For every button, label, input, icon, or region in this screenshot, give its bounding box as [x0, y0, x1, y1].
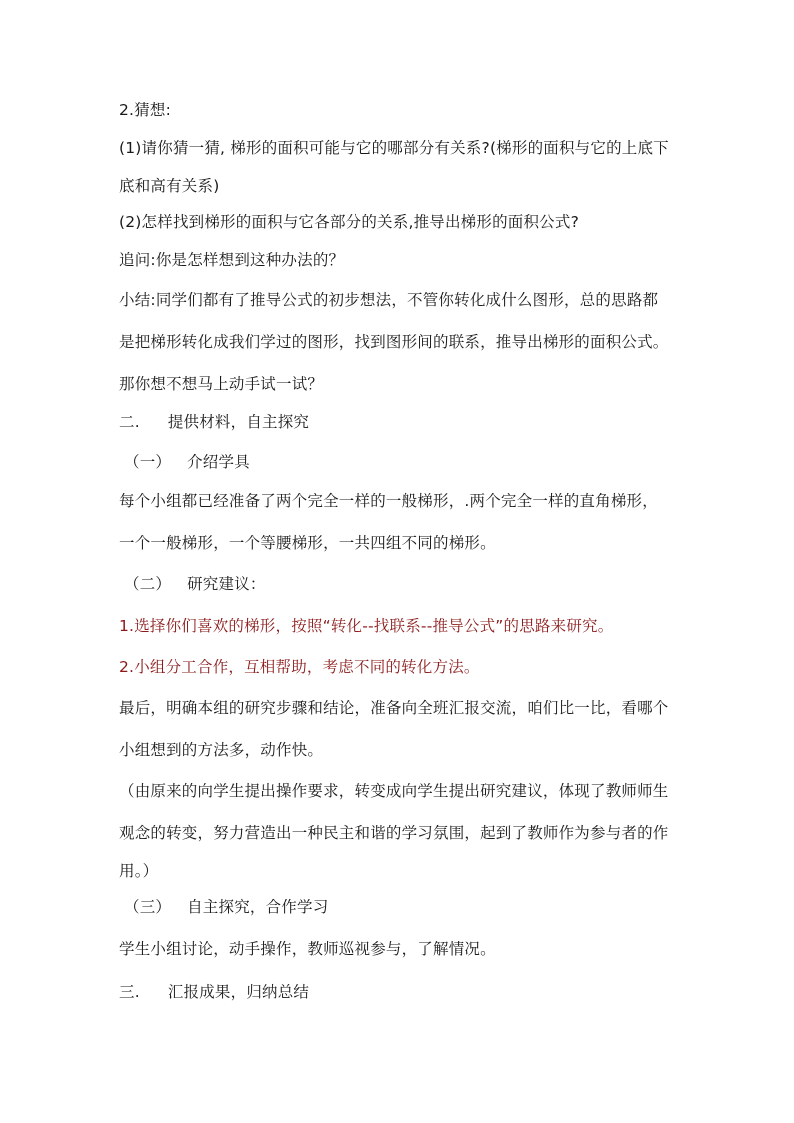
section-title-guess: 2.猜想: — [119, 101, 172, 119]
subheading-3-text: 自主探究，合作学习 — [187, 898, 329, 916]
heading-3 — [119, 982, 309, 1002]
note-line-3: 用。） — [119, 862, 159, 880]
question-1-line-1: (1)请你猜一猜, 梯形的面积可能与它的哪部分有关系?(梯形的面积与它的上底下 — [119, 139, 669, 157]
summary-line-3: 那你想不想马上动手试一试？ — [119, 375, 324, 393]
subheading-3 — [124, 897, 328, 917]
note-line-1: （由原来的向学生提出操作要求，转变成向学生提出研究建议，体现了教师师生 — [119, 782, 669, 800]
heading-3-number: 三. — [119, 983, 140, 1001]
activity-line: 学生小组讨论，动手操作，教师巡视参与，了解情况。 — [119, 940, 496, 958]
materials-line-2: 一个一般梯形，一个等腰梯形，一共四组不同的梯形。 — [119, 534, 496, 552]
heading-3-text: 汇报成果，归纳总结 — [167, 983, 310, 1001]
subheading-3-number: （三） — [124, 898, 172, 916]
instruction-line-2: 小组想到的方法多，动作快。 — [119, 741, 324, 759]
subheading-1-text: 介绍学具 — [187, 453, 250, 471]
heading-2-text: 提供材料，自主探究 — [167, 413, 310, 431]
heading-2-number: 二. — [119, 413, 140, 431]
summary-line-1: 小结:同学们都有了推导公式的初步想法，不管你转化成什么图形，总的思路都 — [119, 291, 659, 309]
follow-up-question: 追问:你是怎样想到这种办法的？ — [119, 251, 345, 269]
subheading-2-number: （二） — [124, 575, 172, 593]
instruction-line-1: 最后，明确本组的研究步骤和结论，准备向全班汇报交流，咱们比一比，看哪个 — [119, 699, 669, 717]
summary-line-2: 是把梯形转化成我们学过的图形，找到图形间的联系，推导出梯形的面积公式。 — [119, 333, 669, 351]
subheading-1 — [124, 452, 250, 472]
materials-line-1: 每个小组都已经准备了两个完全一样的一般梯形，.两个完全一样的直角梯形， — [119, 492, 658, 510]
subheading-1-number: （一） — [124, 453, 172, 471]
heading-2 — [119, 412, 309, 432]
suggestion-2: 2.小组分工合作，互相帮助，考虑不同的转化方法。 — [119, 658, 480, 676]
question-1-line-2: 底和高有关系) — [119, 177, 220, 195]
note-line-2: 观念的转变，努力营造出一种民主和谐的学习氛围，起到了教师作为参与者的作 — [119, 824, 669, 842]
suggestion-1: 1.选择你们喜欢的梯形，按照“转化--找联系--推导公式”的思路来研究。 — [119, 617, 614, 635]
subheading-2 — [124, 574, 266, 594]
subheading-2-text: 研究建议： — [187, 575, 266, 593]
question-2: (2)怎样找到梯形的面积与它各部分的关系,推导出梯形的面积公式? — [119, 213, 580, 231]
